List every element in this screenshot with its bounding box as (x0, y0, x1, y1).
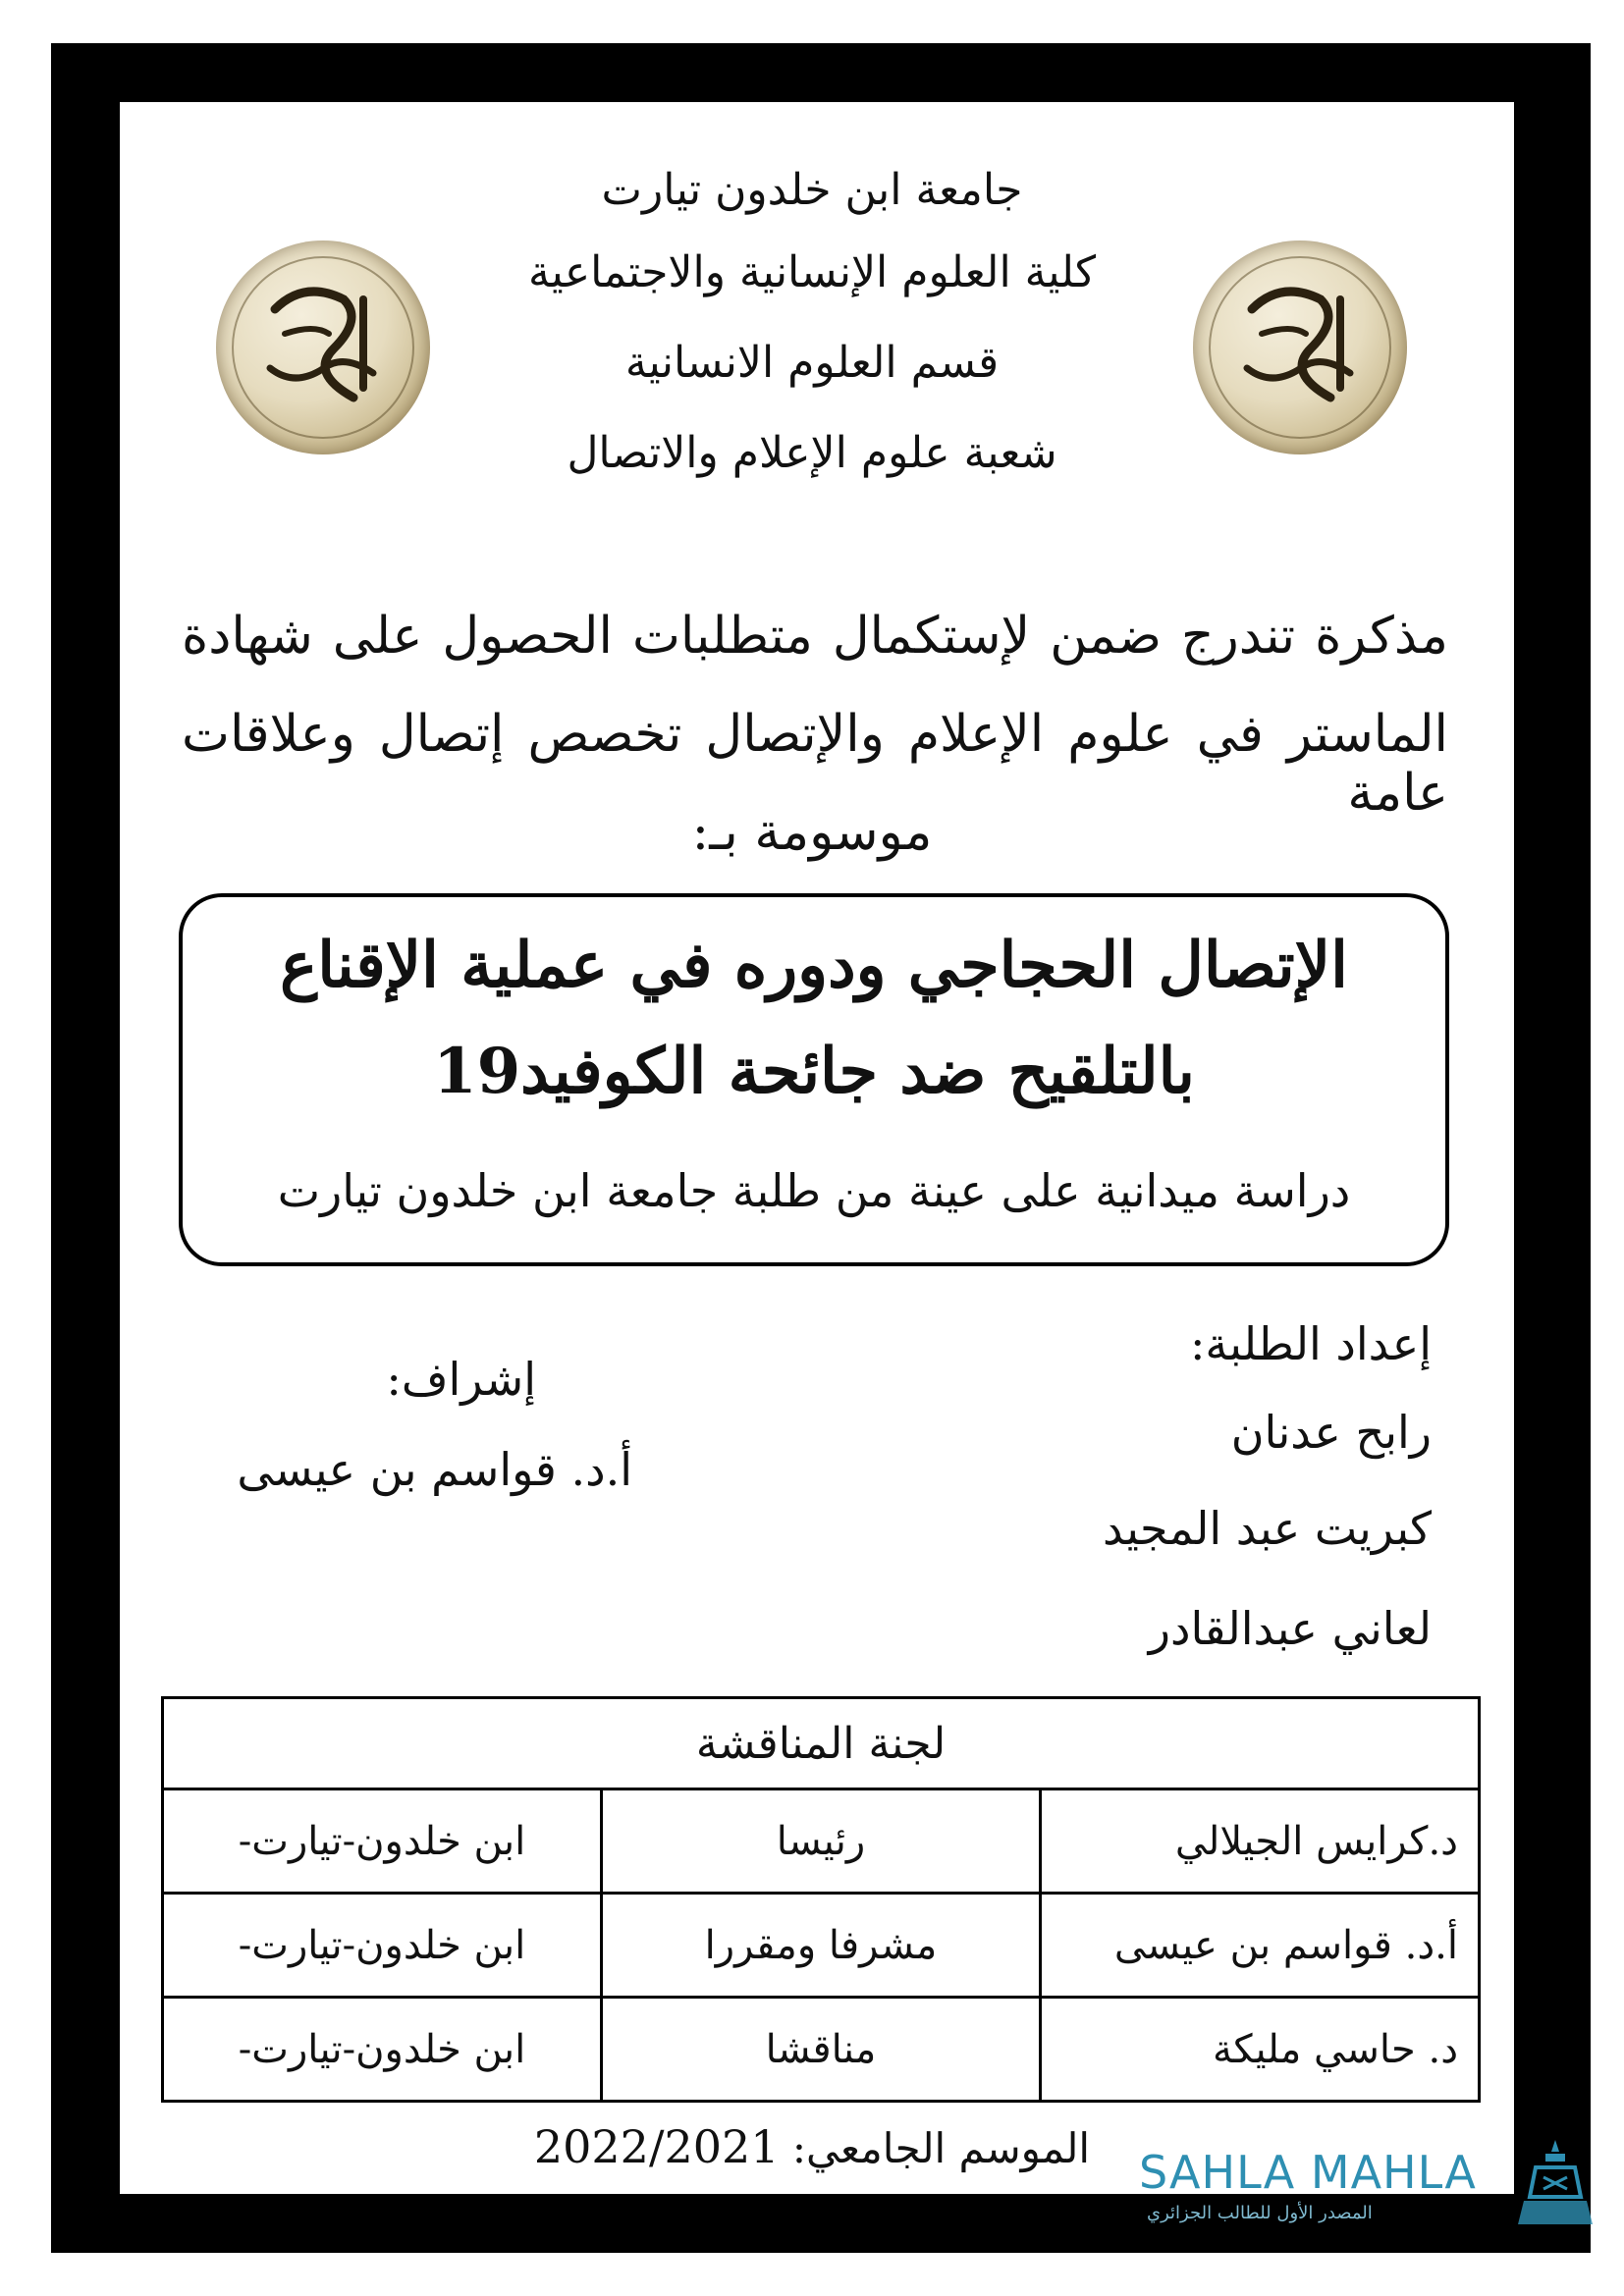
supervisor-name: أ.د. قواسم بن عيسى (237, 1443, 632, 1496)
member-role: مشرفا ومقررا (602, 1894, 1041, 1998)
committee-caption: لجنة المناقشة (163, 1698, 1480, 1789)
department-name: قسم العلوم الانسانية (624, 338, 1000, 388)
student-name: رابح عدنان (1230, 1406, 1432, 1459)
student-name: كبريت عبد المجيد (1103, 1502, 1432, 1555)
table-row (163, 1789, 1480, 1894)
member-institution: ابن خلدون-تيارت- (163, 1789, 602, 1894)
member-name: د.كرايس الجيلالي (1041, 1789, 1480, 1894)
member-role: مناقشا (602, 1998, 1041, 2102)
thesis-title-box (179, 893, 1449, 1266)
intro-line-3: موسومة بـ: (691, 803, 933, 862)
member-role: رئيسا (602, 1789, 1041, 1894)
student-name: لعاني عبدالقادر (1148, 1602, 1432, 1655)
branch-name: شعبة علوم الإعلام والاتصال (567, 428, 1057, 478)
committee-table (161, 1696, 1481, 2103)
member-institution: ابن خلدون-تيارت- (163, 1998, 602, 2102)
faculty-name: كلية العلوم الإنسانية والاجتماعية (527, 247, 1097, 297)
intro-line-1: مذكرة تندرج ضمن لإستكمال متطلبات الحصول على شهادة (182, 607, 1448, 666)
season-value: 2022/2021 (533, 2120, 780, 2173)
watermark-brand: SAHLA MAHLA (1139, 2146, 1477, 2199)
thesis-subtitle: دراسة ميدانية على عينة من طلبة جامعة ابن خلدون تيارت (277, 1164, 1351, 1217)
table-row (163, 1998, 1480, 2102)
thesis-title-line-2: بالتلقيح ضد جائحة الكوفيد19 (433, 1035, 1195, 1108)
watermark (1139, 2138, 1600, 2228)
watermark-tagline: المصدر الأول للطالب الجزائري (1147, 2203, 1373, 2223)
table-row (163, 1894, 1480, 1998)
intro-line-2: الماستر في علوم الإعلام والإتصال تخصص إتصال وعلاقات عامة (182, 705, 1448, 823)
season-label: الموسم الجامعي: (791, 2124, 1091, 2172)
table-row (163, 1698, 1480, 1789)
university-name: جامعة ابن خلدون تيارت (601, 165, 1023, 215)
member-institution: ابن خلدون-تيارت- (163, 1894, 602, 1998)
students-label: إعداد الطلبة: (1189, 1317, 1432, 1370)
watermark-logo-icon (1516, 2138, 1595, 2228)
supervisor-label: إشراف: (386, 1353, 536, 1406)
member-name: د. حاسي مليكة (1041, 1998, 1480, 2102)
thesis-title-line-1: الإتصال الحجاجي ودوره في عملية الإقناع (280, 929, 1348, 1002)
member-name: أ.د. قواسم بن عيسى (1041, 1894, 1480, 1998)
